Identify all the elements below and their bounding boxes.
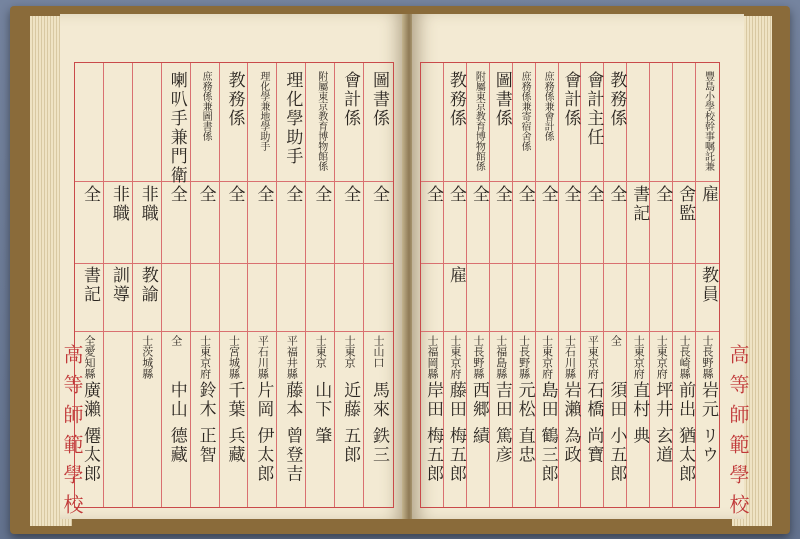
person-name: 藤田 梅五郎	[445, 381, 466, 484]
right-table-frame	[420, 62, 720, 508]
duty-text: 教務係	[445, 71, 466, 128]
column-rule	[535, 63, 536, 507]
origin-text: 士宮城縣	[227, 335, 241, 379]
person-name: 岸田 梅五郎	[422, 381, 443, 484]
class-text: 全	[422, 185, 443, 204]
person-name: 石橋 尚寶	[583, 381, 604, 465]
duty-text: 會計主任	[583, 71, 604, 147]
person-name: 吉田 篤彦	[491, 381, 512, 465]
column-rule	[512, 63, 513, 507]
duty-text: 豐島小學校幹事嘱託兼	[702, 71, 714, 171]
origin-text: 全	[169, 335, 183, 346]
origin-text: 士東京府	[198, 335, 212, 379]
record-column	[627, 63, 650, 507]
origin-text: 士長崎縣	[678, 335, 692, 379]
column-rule	[626, 63, 627, 507]
record-column	[536, 63, 559, 507]
column-rule	[603, 63, 604, 507]
book-cover	[10, 6, 790, 534]
record-column	[306, 63, 335, 507]
record-column	[673, 63, 696, 507]
column-rule	[161, 63, 162, 507]
column-rule	[466, 63, 467, 507]
origin-text: 士山口	[372, 335, 386, 368]
person-name: 山下 肇	[311, 381, 332, 446]
class-text: 書記	[629, 185, 650, 223]
record-column	[513, 63, 536, 507]
class-text: 全	[195, 185, 216, 204]
record-column	[277, 63, 306, 507]
column-rule	[190, 63, 191, 507]
duty-text: 庶務係兼寄宿舍係	[519, 71, 531, 151]
duty-text: 庶務係兼會計係	[542, 71, 554, 141]
origin-text: 士長野縣	[517, 335, 531, 379]
origin-text: 士長野縣	[701, 335, 715, 379]
person-name: 廣瀨 僊太郎	[79, 381, 100, 484]
person-name: 鈴木 正智	[195, 381, 216, 465]
title-text: 書記	[79, 266, 100, 304]
person-name: 藤本 曾登吉	[282, 381, 303, 484]
title-text: 雇	[445, 266, 466, 285]
class-text: 全	[652, 185, 673, 204]
class-text: 全	[282, 185, 303, 204]
title-text: 訓導	[108, 266, 129, 304]
record-column	[467, 63, 490, 507]
left-table-frame	[74, 62, 394, 508]
class-text: 全	[253, 185, 274, 204]
class-text: 非職	[108, 185, 129, 223]
origin-text: 士茨城縣	[140, 335, 154, 379]
record-column	[364, 63, 393, 507]
right-page	[412, 14, 750, 524]
record-column	[191, 63, 220, 507]
record-column	[559, 63, 582, 507]
record-column	[133, 63, 162, 507]
origin-text: 士東京	[343, 335, 357, 368]
record-column	[335, 63, 364, 507]
class-text: 全	[79, 185, 100, 204]
person-name: 中山 德藏	[166, 381, 187, 465]
record-column	[220, 63, 249, 507]
person-name: 近藤 五郎	[340, 381, 361, 465]
person-name: 前出 猶太郎	[675, 381, 696, 484]
record-column	[444, 63, 467, 507]
column-rule	[649, 63, 650, 507]
duty-text: 圖書係	[369, 71, 390, 128]
left-page	[60, 14, 405, 524]
record-column	[248, 63, 277, 507]
origin-text: 全	[609, 335, 623, 346]
person-name: 坪井 玄道	[652, 381, 673, 465]
class-text: 全	[514, 185, 535, 204]
column-rule	[695, 63, 696, 507]
class-text: 全	[369, 185, 390, 204]
class-text: 全	[311, 185, 332, 204]
record-column	[104, 63, 133, 507]
origin-text: 平福井縣	[285, 335, 299, 379]
origin-text: 全愛知縣	[82, 335, 96, 379]
origin-text: 平東京府	[586, 335, 600, 379]
class-text: 全	[560, 185, 581, 204]
right-margin-title: 高等師範學校	[726, 344, 750, 524]
origin-text: 士福岡縣	[425, 335, 439, 379]
column-rule	[132, 63, 133, 507]
column-rule	[305, 63, 306, 507]
duty-text: 圖書係	[491, 71, 512, 128]
class-text: 舍監	[675, 185, 696, 223]
column-rule	[443, 63, 444, 507]
person-name: 須田 小五郎	[606, 381, 627, 484]
class-text: 全	[445, 185, 466, 204]
class-text: 全	[340, 185, 361, 204]
record-column	[650, 63, 673, 507]
class-text: 全	[468, 185, 489, 204]
origin-text: 士東京府	[448, 335, 462, 379]
class-text: 全	[537, 185, 558, 204]
person-name: 西郷 績	[468, 381, 489, 446]
class-text: 全	[583, 185, 604, 204]
class-text: 雇	[698, 185, 719, 204]
class-text: 非職	[137, 185, 158, 223]
column-rule	[334, 63, 335, 507]
record-column	[490, 63, 513, 507]
duty-text: 教務係	[224, 71, 245, 128]
column-rule	[489, 63, 490, 507]
person-name: 岩元 リウ	[698, 381, 719, 465]
column-rule	[558, 63, 559, 507]
title-text: 教諭	[137, 266, 158, 304]
record-column	[421, 63, 444, 507]
column-rule	[219, 63, 220, 507]
column-rule	[247, 63, 248, 507]
duty-text: 附屬東京教育博物館係	[473, 71, 485, 171]
person-name: 島田 鶴三郎	[537, 381, 558, 484]
left-margin-title: 高等師範學校	[60, 344, 84, 524]
person-name: 馬來 鉄三	[369, 381, 390, 465]
duty-text: 附屬東京教育博物館係	[315, 71, 327, 171]
record-column	[162, 63, 191, 507]
person-name: 千葉 兵藏	[224, 381, 245, 465]
origin-text: 平石川縣	[256, 335, 270, 379]
person-name: 元松 直忠	[514, 381, 535, 465]
class-text: 全	[606, 185, 627, 204]
origin-text: 士東京	[314, 335, 328, 368]
column-rule	[580, 63, 581, 507]
duty-text: 會計係	[560, 71, 581, 128]
origin-text: 士東京府	[655, 335, 669, 379]
duty-text: 理化學助手	[282, 71, 303, 166]
column-rule	[672, 63, 673, 507]
origin-text: 士福島縣	[494, 335, 508, 379]
person-name: 片岡 伊太郎	[253, 381, 274, 484]
class-text: 全	[491, 185, 512, 204]
person-name: 直村 典	[629, 381, 650, 446]
duty-text: 庶務係兼圖書係	[200, 71, 212, 141]
record-column	[581, 63, 604, 507]
person-name: 岩瀨 為政	[560, 381, 581, 465]
title-text: 教員	[698, 266, 719, 304]
origin-text: 士東京府	[632, 335, 646, 379]
origin-text: 士長野縣	[471, 335, 485, 379]
duty-text: 喇叭手兼門衛	[166, 71, 187, 185]
column-rule	[103, 63, 104, 507]
origin-text: 士東京府	[540, 335, 554, 379]
column-rule	[276, 63, 277, 507]
duty-text: 教務係	[606, 71, 627, 128]
duty-text: 會計係	[340, 71, 361, 128]
record-column	[696, 63, 719, 507]
column-rule	[363, 63, 364, 507]
duty-text: 理化學兼地學助手	[257, 71, 269, 151]
class-text: 全	[166, 185, 187, 204]
origin-text: 士石川縣	[563, 335, 577, 379]
record-column	[604, 63, 627, 507]
class-text: 全	[224, 185, 245, 204]
